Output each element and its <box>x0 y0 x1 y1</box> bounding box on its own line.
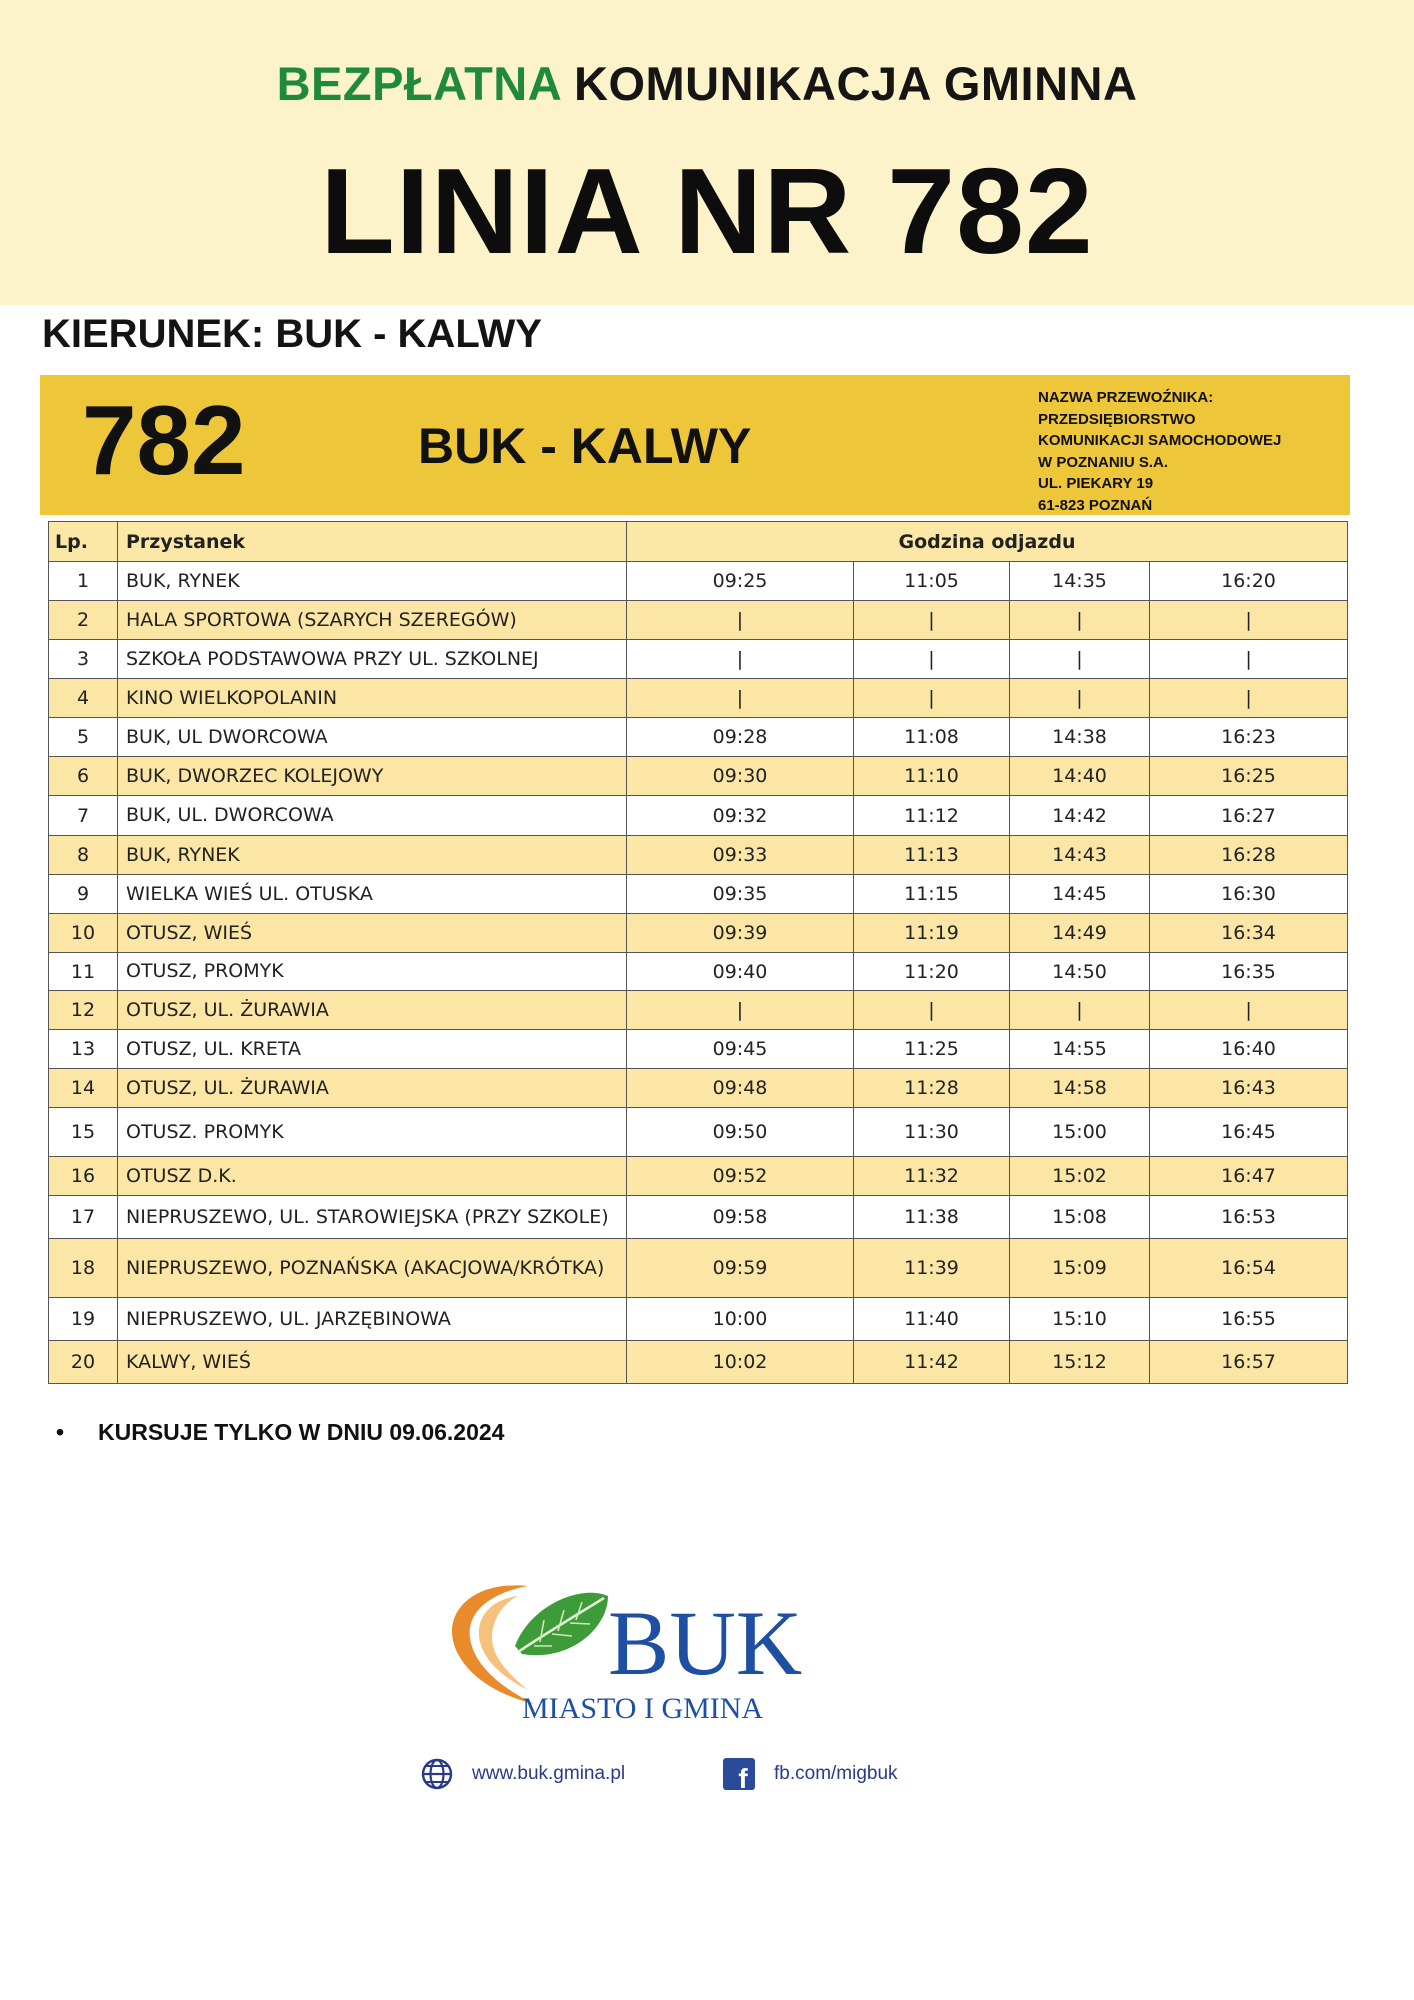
departure-time: 11:32 <box>854 1157 1010 1196</box>
departure-time: 09:58 <box>627 1196 854 1239</box>
departure-time: 16:20 <box>1150 562 1348 601</box>
stop-name: OTUSZ, UL. ŻURAWIA <box>118 991 627 1030</box>
stop-name: OTUSZ, UL. KRETA <box>118 1030 627 1069</box>
carrier-line: NAZWA PRZEWOŹNIKA: <box>1038 389 1214 406</box>
departure-time: 11:19 <box>854 914 1010 953</box>
service-note <box>56 1419 504 1446</box>
table-row <box>49 836 1348 875</box>
stop-name: OTUSZ, UL. ŻURAWIA <box>118 1069 627 1108</box>
stop-name: NIEPRUSZEWO, UL. JARZĘBINOWA <box>118 1298 627 1341</box>
departure-time: 16:57 <box>1150 1341 1348 1384</box>
column-header-lp: Lp. <box>49 522 118 562</box>
departure-time: 09:39 <box>627 914 854 953</box>
departure-time: 14:49 <box>1010 914 1150 953</box>
row-number: 17 <box>49 1196 118 1239</box>
departure-time: | <box>1150 601 1348 640</box>
departure-time: 16:27 <box>1150 796 1348 836</box>
departure-time: | <box>854 640 1010 679</box>
carrier-line: 61-823 POZNAŃ <box>1038 496 1153 514</box>
departure-time: 14:35 <box>1010 562 1150 601</box>
departure-time: 16:23 <box>1150 718 1348 757</box>
departure-time: 14:50 <box>1010 953 1150 991</box>
note-bullet: • <box>56 1419 65 1445</box>
departure-time: 14:45 <box>1010 875 1150 914</box>
buk-logo <box>430 1576 830 1726</box>
departure-time: 14:58 <box>1010 1069 1150 1108</box>
leaf-icon <box>515 1593 608 1655</box>
row-number: 7 <box>49 796 118 836</box>
stop-name: BUK, DWORZEC KOLEJOWY <box>118 757 627 796</box>
facebook-glyph: f <box>738 1763 748 1791</box>
departure-time: 09:28 <box>627 718 854 757</box>
footer-facebook[interactable] <box>722 1756 898 1792</box>
table-row <box>49 991 1348 1030</box>
row-number: 14 <box>49 1069 118 1108</box>
carrier-line: UL. PIEKARY 19 <box>1038 475 1154 492</box>
line-title: LINIA NR 782 <box>320 143 1094 279</box>
departure-time: 09:30 <box>627 757 854 796</box>
stop-name: OTUSZ D.K. <box>118 1157 627 1196</box>
departure-time: 09:52 <box>627 1157 854 1196</box>
globe-icon <box>420 1757 454 1791</box>
departure-time: 15:02 <box>1010 1157 1150 1196</box>
row-number: 18 <box>49 1239 118 1298</box>
stop-name: BUK, RYNEK <box>118 562 627 601</box>
departure-time: | <box>1010 640 1150 679</box>
departure-time: 14:38 <box>1010 718 1150 757</box>
departure-time: | <box>627 991 854 1030</box>
departure-time: 09:32 <box>627 796 854 836</box>
row-number: 13 <box>49 1030 118 1069</box>
carrier-line: W POZNANIU S.A. <box>1038 453 1168 471</box>
table-row <box>49 1030 1348 1069</box>
stop-name: BUK, UL DWORCOWA <box>118 718 627 757</box>
departure-time: 09:50 <box>627 1108 854 1157</box>
departure-time: 09:25 <box>627 562 854 601</box>
departure-time: 16:43 <box>1150 1069 1348 1108</box>
departure-time: 09:45 <box>627 1030 854 1069</box>
departure-time: 09:35 <box>627 875 854 914</box>
direction-heading: KIERUNEK: BUK - KALWY <box>42 312 542 356</box>
row-number: 10 <box>49 914 118 953</box>
carrier-info <box>1038 387 1281 516</box>
stop-name: HALA SPORTOWA (SZARYCH SZEREGÓW) <box>118 601 627 640</box>
service-subtitle: KOMUNIKACJA GMINNA <box>574 57 1138 110</box>
table-row <box>49 796 1348 836</box>
departure-time: 16:28 <box>1150 836 1348 875</box>
table-row <box>49 601 1348 640</box>
departure-time: 11:39 <box>854 1239 1010 1298</box>
table-row <box>49 1108 1348 1157</box>
stop-name: OTUSZ. PROMYK <box>118 1108 627 1157</box>
table-row <box>49 679 1348 718</box>
table-row <box>49 1298 1348 1341</box>
departure-time: 16:35 <box>1150 953 1348 991</box>
table-row <box>49 1239 1348 1298</box>
departure-time: 16:40 <box>1150 1030 1348 1069</box>
departure-time: 15:00 <box>1010 1108 1150 1157</box>
departure-time: 10:00 <box>627 1298 854 1341</box>
service-title <box>0 56 1414 111</box>
website-link[interactable]: www.buk.gmina.pl <box>472 1763 626 1784</box>
row-number: 2 <box>49 601 118 640</box>
row-number: 4 <box>49 679 118 718</box>
column-header-stop: Przystanek <box>118 522 627 562</box>
table-row <box>49 1157 1348 1196</box>
timetable <box>48 521 1348 1384</box>
table-header-row <box>49 522 1348 562</box>
table-row <box>49 914 1348 953</box>
departure-time: 11:13 <box>854 836 1010 875</box>
departure-time: 14:55 <box>1010 1030 1150 1069</box>
departure-time: 15:10 <box>1010 1298 1150 1341</box>
departure-time: 09:48 <box>627 1069 854 1108</box>
departure-time: 11:42 <box>854 1341 1010 1384</box>
table-row <box>49 757 1348 796</box>
departure-time: | <box>1150 640 1348 679</box>
departure-time: 16:25 <box>1150 757 1348 796</box>
stop-name: WIELKA WIEŚ UL. OTUSKA <box>118 875 627 914</box>
footer-website[interactable] <box>420 1756 625 1792</box>
column-header-departure: Godzina odjazdu <box>627 522 1348 562</box>
stop-name: KALWY, WIEŚ <box>118 1341 627 1384</box>
departure-time: | <box>1010 991 1150 1030</box>
route-header-box <box>40 375 1350 515</box>
facebook-link[interactable]: fb.com/migbuk <box>774 1763 898 1784</box>
departure-time: | <box>854 991 1010 1030</box>
departure-time: | <box>627 640 854 679</box>
stop-name: BUK, UL. DWORCOWA <box>118 796 627 836</box>
departure-time: 16:47 <box>1150 1157 1348 1196</box>
row-number: 19 <box>49 1298 118 1341</box>
departure-time: 14:43 <box>1010 836 1150 875</box>
departure-time: 16:55 <box>1150 1298 1348 1341</box>
departure-time: | <box>1010 601 1150 640</box>
table-row <box>49 562 1348 601</box>
route-number: 782 <box>82 385 246 495</box>
stop-name: BUK, RYNEK <box>118 836 627 875</box>
stop-name: NIEPRUSZEWO, UL. STAROWIEJSKA (PRZY SZKOLE) <box>118 1196 627 1239</box>
table-row <box>49 640 1348 679</box>
row-number: 15 <box>49 1108 118 1157</box>
row-number: 12 <box>49 991 118 1030</box>
stop-name: OTUSZ, WIEŚ <box>118 914 627 953</box>
free-word: BEZPŁATNA <box>276 57 561 110</box>
departure-time: 16:45 <box>1150 1108 1348 1157</box>
departure-time: 11:12 <box>854 796 1010 836</box>
row-number: 9 <box>49 875 118 914</box>
departure-time: 15:12 <box>1010 1341 1150 1384</box>
table-row <box>49 1069 1348 1108</box>
departure-time: 11:20 <box>854 953 1010 991</box>
table-row <box>49 875 1348 914</box>
departure-time: | <box>854 601 1010 640</box>
departure-time: 16:54 <box>1150 1239 1348 1298</box>
departure-time: 11:40 <box>854 1298 1010 1341</box>
stop-name: OTUSZ, PROMYK <box>118 953 627 991</box>
row-number: 5 <box>49 718 118 757</box>
departure-time: 11:25 <box>854 1030 1010 1069</box>
departure-time: | <box>627 601 854 640</box>
row-number: 3 <box>49 640 118 679</box>
row-number: 6 <box>49 757 118 796</box>
stop-name: NIEPRUSZEWO, POZNAŃSKA (AKACJOWA/KRÓTKA) <box>118 1239 627 1298</box>
stop-name: KINO WIELKOPOLANIN <box>118 679 627 718</box>
departure-time: | <box>1150 679 1348 718</box>
departure-time: 16:53 <box>1150 1196 1348 1239</box>
departure-time: 09:59 <box>627 1239 854 1298</box>
departure-time: 14:40 <box>1010 757 1150 796</box>
departure-time: 10:02 <box>627 1341 854 1384</box>
departure-time: 15:08 <box>1010 1196 1150 1239</box>
departure-time: 09:33 <box>627 836 854 875</box>
row-number: 20 <box>49 1341 118 1384</box>
departure-time: 11:38 <box>854 1196 1010 1239</box>
row-number: 1 <box>49 562 118 601</box>
departure-time: 16:34 <box>1150 914 1348 953</box>
departure-time: | <box>1010 679 1150 718</box>
departure-time: 15:09 <box>1010 1239 1150 1298</box>
departure-time: 11:10 <box>854 757 1010 796</box>
departure-time: | <box>854 679 1010 718</box>
note-text: KURSUJE TYLKO W DNIU 09.06.2024 <box>98 1419 505 1445</box>
carrier-line: PRZEDSIĘBIORSTWO <box>1038 410 1196 428</box>
route-name: BUK - KALWY <box>418 418 752 474</box>
departure-time: 16:30 <box>1150 875 1348 914</box>
departure-time: | <box>1150 991 1348 1030</box>
departure-time: 11:15 <box>854 875 1010 914</box>
table-row <box>49 1341 1348 1384</box>
row-number: 11 <box>49 953 118 991</box>
departure-time: 14:42 <box>1010 796 1150 836</box>
facebook-icon <box>722 1757 756 1791</box>
table-row <box>49 718 1348 757</box>
row-number: 16 <box>49 1157 118 1196</box>
carrier-line: KOMUNIKACJI SAMOCHODOWEJ <box>1038 432 1282 449</box>
row-number: 8 <box>49 836 118 875</box>
departure-time: 11:28 <box>854 1069 1010 1108</box>
departure-time: 09:40 <box>627 953 854 991</box>
stop-name: SZKOŁA PODSTAWOWA PRZY UL. SZKOLNEJ <box>118 640 627 679</box>
logo-subtitle: MIASTO I GMINA <box>522 1692 764 1725</box>
departure-time: | <box>627 679 854 718</box>
logo-name: BUK <box>608 1592 803 1694</box>
departure-time: 11:05 <box>854 562 1010 601</box>
departure-time: 11:30 <box>854 1108 1010 1157</box>
table-row <box>49 953 1348 991</box>
table-row <box>49 1196 1348 1239</box>
departure-time: 11:08 <box>854 718 1010 757</box>
